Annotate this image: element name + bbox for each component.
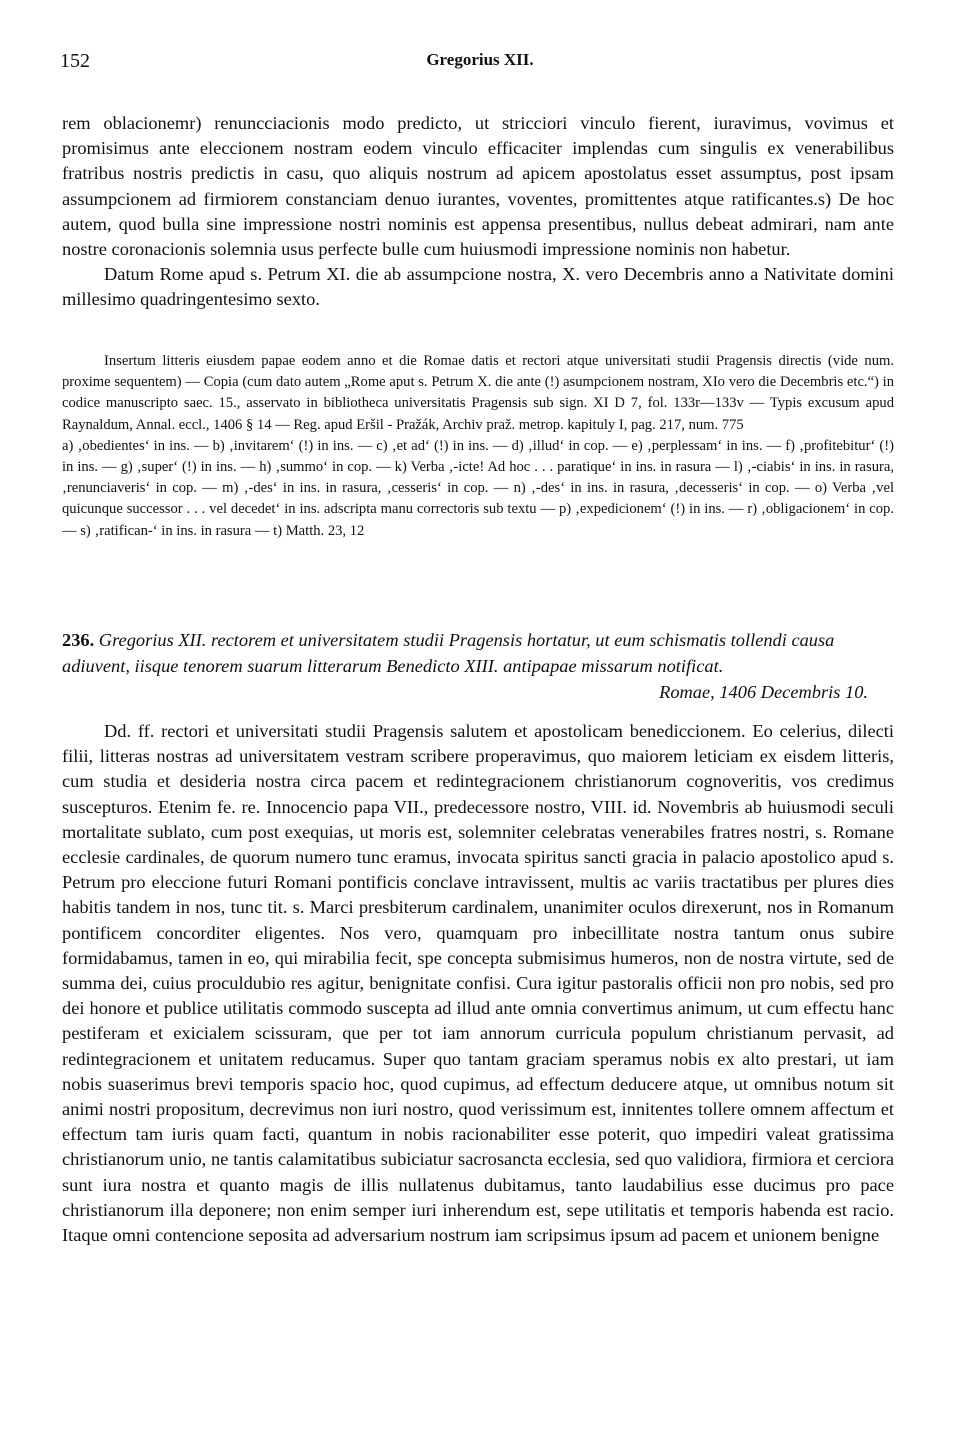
regest-text: Gregorius XII. rectorem et universitatem studii Pragensis hortatur, ut eum schismatis tollendi causa adiuvent, iisque tenorem suarum litterarum Benedicto XIII. antipapae missarum notificat.: [62, 630, 835, 676]
variant-readings: a) ‚obedientes‘ in ins. — b) ‚invitarem‘ (!) in ins. — c) ‚et ad‘ (!) in ins. — d) ‚illud‘ in cop. — e) ‚perplessam‘ in ins. — f) ‚profitebitur‘ (!) in ins. — g) ‚super‘ (!) in ins. — h) ‚summo‘ in cop. — k) Verba ‚-icte! Ad hoc . . . paratique‘ in ins. in rasura — l) ‚-ciabis‘ in ins. in rasura, ‚renunciaveris‘ in cop. — m) ‚-des‘ in ins. in rasura, ‚cesseris‘ in cop. — n) ‚-des‘ in ins. in rasura, ‚decesseris‘ in cop. — o) Verba ‚vel quicunque successor . . . vel decedet‘ in ins. adscripta manu correctoris sub textu — p) ‚expedicionem‘ (!) in ins. — r) ‚obligacionem‘ in cop. — s) ‚ratifican-‘ in ins. in rasura — t) Matth. 23, 12: [62, 437, 894, 539]
preceding-text-block: [62, 111, 894, 313]
running-title: Gregorius XII.: [426, 50, 534, 69]
document-heading: [62, 627, 894, 705]
document-number: 236.: [62, 630, 95, 650]
dating-clause: Datum Rome apud s. Petrum XI. die ab assumpcione nostra, X. vero Decembris anno a Nativitate domini millesimo quadringentesimo sexto.: [62, 264, 894, 310]
source-note: Insertum litteris eiusdem papae eodem anno et die Romae datis et rectori atque universitati studii Pragensis directis (vide num. proxime sequentem) — Copia (cum dato autem „Rome aput s. Petrum X. die ante (!) asumpcionem nostram, XIo vero die Decembris etc.“) in codice manuscripto saec. 15., asservato in bibliotheca universitatis Pragensis sub sign. XI D 7, fol. 133r—133v — Typis excusum apud Raynaldum, Annal. eccl., 1406 § 14 — Reg. apud Eršil - Pražák, Archiv praž. metrop. kapituly I, pag. 217, num. 775: [62, 353, 894, 433]
document-text: Dd. ff. rectori et universitati studii Pragensis salutem et apostolicam benediccionem. Eo celerius, dilecti filii, litteras nostras ad universitatem vestram scribere properavimus, quo maiorem leticiam ex eisdem litteris, cum studia et desideria nostra circa pacem et redintegracionem christianorum cognoveritis, vos credimus suscepturos. Etenim fe. re. Innocencio papa VII., predecessore nostro, VIII. id. Novembris ab huiusmodi seculi mortalitate sublato, cum post exequias, ut moris est, solemniter celebratas venerabiles fratres nostri, s. Romane ecclesie cardinales, de quorum numero tunc eramus, invocata spiritus sancti gracia in palacio apostolico apud s. Petrum pro eleccione futuri Romani pontificis conclave intravissent, multis ac variis tractatibus per plures dies habitis tandem in nos, tunc tit. s. Marci presbiterum cardinalem, unanimiter oculos direxerunt, nos in Romanum pontificem concorditer eligentes. Nos vero, quamquam pro inbecillitate nostra tantum onus subire formidabamus, tamen in eo, qui mirabilia fecit, spe concepta submisimus humeros, non de nostra virtute, sed de summa dei, cuius proculdubio res agitur, benignitate confisi. Cura igitur pastoralis officii non pro nobis, sed pro dei honore et publice utilitatis commodo suscepta ad illud ante omnia convertimus animum, ut cum effectu hanc pestiferam et exicialem scissuram, que per tot iam annorum curricula populum christianum pervasit, ad redintegracionem et unitatem reducamus. Super quo tantam graciam speramus nobis ex alto prestari, ut iam nobis suaserimus brevi temporis spacio hoc, quod cupimus, ad effectum deducere atque, ut omnibus notum sit animi nostri propositum, decrevimus non iuri nostro, quod verissimum est, innitentes tollere omnem affectum et effectum tam iuris quam facti, quantum in nobis racionabiliter esse poterit, quo impediri valeat gratissima christianorum unio, ne tantis calamitatibus subiciatur sacrosancta ecclesia, sed quo validiora, firmiora et cerciora sunt iura nostra et quanto magis de illis nullatenus dubitamus, tanto laudabilius esse ducimus pro pace christianorum illa deponere; non enim semper iuri inherendum est, sepe utilitatis et temporis habenda est racio. Itaque omni contencione seposita ad adversarium nostrum iam scripsimus ipsum ad pacem et unionem benigne: [62, 721, 894, 1246]
place-date: Romae, 1406 Decembris 10.: [659, 682, 868, 702]
page-number: 152: [60, 50, 90, 72]
regest: [62, 627, 894, 679]
preceding-paragraph: rem oblacionemr) renuncciacionis modo predicto, ut stricciori vinculo fierent, iuravimus, vovimus et promisimus ante eleccionem nostram eodem vinculo efficaciter implendas cum singulis ex venerabilibus fratribus nostris predictis in casu, quo aliquis nostrum ad apicem apostolatus esset assumptus, post ipsam assumpcionem ad firmiorem constanciam denuo iurantes, voventes, promittentes atque ratificantes.s) De hoc autem, quod bulla sine impressione nostri nominis est appensa presentibus, nullus debeat admirari, nam ante nostre coronacionis solemnia usus perfecte bulle cum huiusmodi impressione nominis non habetur.: [62, 113, 894, 260]
document-text-block: [62, 719, 894, 1248]
apparatus-notes: [62, 351, 894, 542]
running-head: [60, 50, 900, 74]
